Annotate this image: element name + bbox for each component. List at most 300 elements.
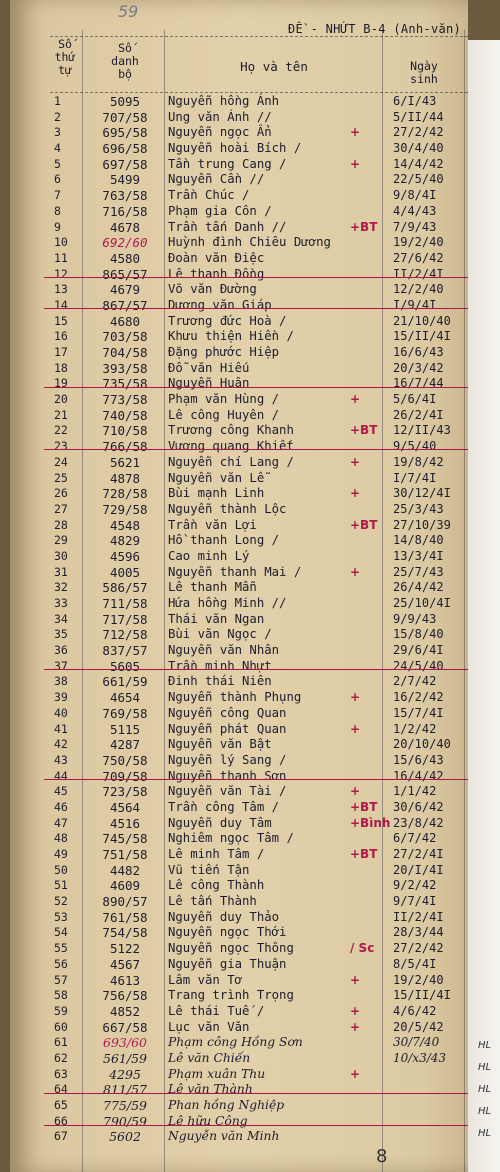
row-stt: 66 <box>54 1113 68 1128</box>
row-stt: 38 <box>54 674 68 689</box>
row-stt: 58 <box>54 988 68 1003</box>
row-dob: 7/9/43 <box>393 219 437 234</box>
row-name: Lê minh Tâm / <box>168 847 265 861</box>
row-name: Phạm công Hồng Sơn <box>168 1035 303 1050</box>
row-name: Cao minh Lý <box>168 548 250 563</box>
row-name: Nguyễn gia Thuận <box>168 956 287 971</box>
row-sdb: 790/59 <box>103 1113 147 1129</box>
row-note: +BT <box>350 517 378 532</box>
table-row <box>10 376 468 392</box>
row-dob: 27/2/42 <box>393 125 444 140</box>
row-stt: 62 <box>54 1050 68 1065</box>
row-sdb: 890/57 <box>102 894 148 910</box>
row-sdb: 4654 <box>109 690 141 706</box>
row-name: Trần minh Nhựt <box>168 658 272 673</box>
row-sdb: 711/58 <box>102 596 148 611</box>
header-sdb: Số danh bộ <box>111 41 139 81</box>
row-stt: 11 <box>54 250 68 265</box>
row-stt: 57 <box>54 972 68 987</box>
row-name: Nguyễn phát Quan <box>168 721 287 736</box>
row-stt: 27 <box>54 501 68 516</box>
table-row <box>10 172 468 188</box>
row-stt: 33 <box>54 596 68 610</box>
row-sdb: 756/58 <box>102 988 148 1004</box>
row-dob: 15/8/40 <box>393 627 444 642</box>
table-row <box>10 518 468 534</box>
table-row <box>10 1035 468 1051</box>
row-stt: 14 <box>54 297 68 312</box>
row-name: Nguyễn văn Nhân <box>168 643 280 658</box>
row-stt: 9 <box>54 219 61 234</box>
row-note: + <box>350 1066 361 1081</box>
row-name: Lê thanh Đồng <box>168 266 265 281</box>
row-dob: 26/2/4I <box>393 407 444 422</box>
row-stt: 4 <box>54 141 61 156</box>
fringe-mark: HL <box>478 1062 492 1073</box>
row-stt: 7 <box>54 188 61 203</box>
row-sdb: 775/59 <box>103 1098 147 1113</box>
row-dob: 29/6/4I <box>393 643 444 658</box>
row-sdb: 773/58 <box>102 392 148 408</box>
table-row <box>10 361 468 377</box>
table-row <box>10 408 468 424</box>
table-row <box>10 1020 468 1036</box>
row-dob: 16/2/42 <box>393 690 444 705</box>
row-name: Hứa hồng Minh // <box>168 596 287 610</box>
row-stt: 56 <box>54 956 68 971</box>
row-dob: 5/II/44 <box>393 109 444 124</box>
row-name: Đinh thái Niên <box>168 674 272 689</box>
row-name: Lâm văn Tơ <box>168 972 243 987</box>
row-name: Lê văn Chiến <box>168 1050 251 1065</box>
row-dob: 9/5/40 <box>393 439 437 454</box>
row-dob: 20/5/42 <box>393 1019 444 1034</box>
row-stt: 52 <box>54 894 68 909</box>
table-row <box>10 706 468 722</box>
fringe-mark: HL <box>478 1084 492 1095</box>
row-stt: 22 <box>54 423 68 438</box>
header-name: Họ và tên <box>240 59 308 74</box>
row-sdb: 763/58 <box>102 188 148 204</box>
row-name: Nguyễn thanh Mai / <box>168 564 302 579</box>
row-sdb: 4580 <box>109 250 141 266</box>
row-note: +BT <box>350 423 378 438</box>
table-row <box>10 471 468 487</box>
row-stt: 18 <box>54 360 68 375</box>
table-row <box>10 753 468 769</box>
row-stt: 64 <box>54 1082 68 1097</box>
row-sdb: 5602 <box>109 1129 141 1145</box>
table-row <box>10 125 468 141</box>
row-dob: 27/2/42 <box>393 941 444 956</box>
sheet-title: ĐỀ - NHỨT B-4 (Anh-văn) <box>288 22 462 36</box>
row-name: Đoàn văn Điệc <box>168 250 265 265</box>
row-sdb: 716/58 <box>102 203 148 219</box>
table-row <box>10 831 468 847</box>
row-name: Nguyễn Huân <box>168 376 250 391</box>
row-stt: 41 <box>54 721 68 736</box>
row-name: Nguyễn công Quan <box>168 705 287 720</box>
ledger-page <box>10 0 468 1172</box>
table-row <box>10 925 468 941</box>
row-stt: 48 <box>54 831 68 846</box>
fringe-mark: HL <box>478 1106 492 1117</box>
row-stt: 23 <box>54 439 68 454</box>
strike-through-line <box>44 779 468 780</box>
table-row <box>10 188 468 204</box>
row-sdb: 703/58 <box>102 329 148 345</box>
table-row <box>10 251 468 267</box>
row-sdb: 750/58 <box>102 752 148 768</box>
row-stt: 44 <box>54 768 68 783</box>
row-dob: 16/7/44 <box>393 376 444 391</box>
header-stt: Số thứ tự <box>54 37 76 77</box>
row-name: Tần trung Cang / <box>168 156 287 171</box>
row-dob: 20/3/42 <box>393 360 444 375</box>
row-sdb: 717/58 <box>102 611 148 627</box>
row-dob: 19/2/40 <box>393 972 444 987</box>
row-sdb: 4295 <box>109 1066 141 1082</box>
row-dob: 24/5/40 <box>393 658 444 673</box>
table-row <box>10 1082 468 1098</box>
table-row <box>10 957 468 973</box>
row-dob: 28/3/44 <box>393 925 444 940</box>
row-dob: 10/x3/43 <box>393 1050 447 1065</box>
row-stt: 17 <box>54 345 68 359</box>
table-row <box>10 423 468 439</box>
table-row <box>10 894 468 910</box>
row-dob: 14/4/42 <box>393 156 444 171</box>
table-row <box>10 455 468 471</box>
row-dob: 13/3/4I <box>393 548 444 563</box>
strike-through-line <box>44 449 468 450</box>
row-stt: 28 <box>54 517 68 532</box>
row-name: Nguyễn hồng Ánh <box>168 94 280 108</box>
row-sdb: 5499 <box>109 172 141 188</box>
row-dob: 12/II/43 <box>393 423 451 438</box>
header-bottom-rule <box>50 92 468 93</box>
student-list <box>10 94 468 1145</box>
row-dob: 9/9/43 <box>393 611 437 626</box>
row-stt: 16 <box>54 329 68 344</box>
row-stt: 45 <box>54 784 68 799</box>
table-row <box>10 141 468 157</box>
table-row <box>10 533 468 549</box>
table-row <box>10 941 468 957</box>
row-stt: 20 <box>54 392 68 407</box>
row-dob: 9/7/4I <box>393 894 437 909</box>
row-sdb: 667/58 <box>102 1019 148 1035</box>
row-name: Vương quang Khiết <box>168 439 294 454</box>
row-sdb: 696/58 <box>102 141 148 157</box>
row-sdb: 4596 <box>109 548 141 564</box>
row-dob: 15/II/4I <box>393 329 451 344</box>
strike-through-line <box>44 669 468 670</box>
row-name: Nguyễn hoài Bích / <box>168 141 302 156</box>
row-note: + <box>350 486 361 501</box>
row-name: Bùi văn Ngọc / <box>168 627 272 642</box>
header-top-rule <box>50 36 468 37</box>
table-row <box>10 1004 468 1020</box>
row-stt: 10 <box>54 235 68 250</box>
table-row <box>10 1129 468 1145</box>
row-name: Trương công Khanh <box>168 423 294 438</box>
table-row <box>10 110 468 126</box>
table-row <box>10 816 468 832</box>
row-sdb: 4516 <box>109 815 141 831</box>
row-name: Huỳnh đình Chiêu Dương <box>168 235 331 250</box>
row-name: Nguyễn chí Lang / <box>168 454 294 469</box>
row-name: Phạm gia Côn / <box>168 203 272 218</box>
table-row <box>10 282 468 298</box>
strike-through-line <box>44 308 468 309</box>
row-stt: 60 <box>54 1019 68 1034</box>
row-dob: I/9/4I <box>393 297 437 312</box>
row-dob: 23/8/42 <box>393 815 444 830</box>
table-row <box>10 345 468 361</box>
row-dob: 4/6/42 <box>393 1003 437 1018</box>
table-row <box>10 267 468 283</box>
table-row <box>10 298 468 314</box>
row-name: Phạm văn Hùng / <box>168 392 280 407</box>
row-stt: 42 <box>54 737 68 752</box>
row-name: Trang trình Trọng <box>168 988 294 1003</box>
table-row <box>10 800 468 816</box>
table-row <box>10 973 468 989</box>
fringe-mark: HL <box>478 1128 492 1139</box>
row-stt: 8 <box>54 203 61 218</box>
row-dob: 20/10/40 <box>393 737 451 752</box>
row-sdb: 4567 <box>109 956 141 972</box>
row-name: Đặng phước Hiệp <box>168 345 280 359</box>
row-stt: 29 <box>54 533 68 548</box>
row-dob: 1/2/42 <box>393 721 437 736</box>
row-sdb: 661/59 <box>102 674 148 690</box>
table-row <box>10 863 468 879</box>
row-stt: 1 <box>54 94 61 108</box>
row-stt: 2 <box>54 109 61 124</box>
row-stt: 13 <box>54 282 68 297</box>
folio-number: 59 <box>118 2 139 21</box>
row-dob: II/2/4I <box>393 266 444 281</box>
footer-mark: 8 <box>376 1146 388 1167</box>
row-name: Nguyễn duy Thảo <box>168 909 280 924</box>
row-name: Lê thái Tuế / <box>168 1003 265 1018</box>
table-row <box>10 784 468 800</box>
row-sdb: 712/58 <box>102 627 148 643</box>
row-stt: 46 <box>54 799 68 814</box>
row-name: Hồ thanh Long / <box>168 533 280 548</box>
row-name: Lê thanh Mẫn <box>168 580 257 595</box>
row-stt: 35 <box>54 627 68 642</box>
header-dob: Ngày sinh <box>410 59 438 86</box>
table-row <box>10 737 468 753</box>
row-sdb: 4005 <box>109 564 141 580</box>
row-name: Trương đức Hoà / <box>168 313 287 328</box>
row-stt: 24 <box>54 454 68 469</box>
row-name: Trần tấn Danh // <box>168 219 287 234</box>
row-stt: 34 <box>54 611 68 626</box>
row-sdb: 837/57 <box>102 643 148 659</box>
row-sdb: 709/58 <box>102 768 148 784</box>
row-name: Nguyễn Cần // <box>168 172 265 187</box>
row-dob: 20/I/4I <box>393 862 444 877</box>
row-name: Lục văn Văn <box>168 1019 250 1034</box>
row-sdb: 5095 <box>109 94 141 109</box>
row-sdb: 745/58 <box>102 831 148 847</box>
table-row <box>10 690 468 706</box>
row-sdb: 4609 <box>109 878 141 894</box>
row-name: Nguyễn văn Minh <box>168 1129 280 1144</box>
row-dob: 25/10/4I <box>393 596 451 610</box>
row-stt: 47 <box>54 815 68 830</box>
row-sdb: 723/58 <box>102 784 148 800</box>
table-row <box>10 549 468 565</box>
row-stt: 37 <box>54 658 68 673</box>
row-dob: 25/3/43 <box>393 501 444 516</box>
row-dob: 30/12/4I <box>393 486 451 501</box>
row-sdb: 754/58 <box>102 925 148 941</box>
row-dob: I/7/4I <box>393 470 437 485</box>
row-stt: 30 <box>54 548 68 563</box>
row-name: Nguyễn thành Phụng <box>168 690 302 705</box>
row-dob: 5/6/4I <box>393 392 437 407</box>
row-name: Nguyễn văn Lễ <box>168 470 265 485</box>
row-note: + <box>350 125 361 140</box>
row-stt: 43 <box>54 752 68 767</box>
strike-through-line <box>44 277 468 278</box>
table-row <box>10 1051 468 1067</box>
row-sdb: 710/58 <box>102 423 148 439</box>
row-note: + <box>350 564 361 579</box>
row-dob: 9/2/42 <box>393 878 437 893</box>
row-sdb: 751/58 <box>102 847 148 862</box>
row-note: + <box>350 454 361 469</box>
row-name: Nguyễn thanh Sơn <box>168 768 287 783</box>
table-row <box>10 769 468 785</box>
strike-through-line <box>44 1125 468 1126</box>
table-row <box>10 580 468 596</box>
row-dob: 8/5/4I <box>393 956 437 971</box>
row-stt: 39 <box>54 690 68 705</box>
row-stt: 21 <box>54 407 68 422</box>
row-dob: 15/7/4I <box>393 705 444 720</box>
row-dob: 15/II/4I <box>393 988 451 1003</box>
row-name: Lê hữu Công <box>168 1113 248 1128</box>
row-stt: 36 <box>54 643 68 658</box>
table-row <box>10 659 468 675</box>
row-sdb: 728/58 <box>102 486 148 502</box>
row-sdb: 769/58 <box>102 705 148 721</box>
row-name: Đỗ văn Hiếu <box>168 360 250 375</box>
row-stt: 53 <box>54 909 68 924</box>
row-name: Trần công Tâm / <box>168 799 280 814</box>
row-sdb: 811/57 <box>103 1082 147 1098</box>
row-name: Lê công Thành <box>168 878 265 893</box>
row-note: +Bình <box>350 815 391 830</box>
row-dob: 26/4/42 <box>393 580 444 595</box>
table-row <box>10 235 468 251</box>
row-stt: 40 <box>54 705 68 720</box>
row-sdb: 766/58 <box>102 439 148 455</box>
row-dob: 15/6/43 <box>393 752 444 767</box>
row-dob: 16/4/42 <box>393 768 444 783</box>
row-sdb: 393/58 <box>102 360 148 376</box>
row-note: + <box>350 1019 361 1034</box>
row-sdb: 695/58 <box>102 125 148 141</box>
strike-through-line <box>44 1093 468 1094</box>
row-dob: 6/7/42 <box>393 831 437 846</box>
row-name: Dương văn Giáp <box>168 297 272 312</box>
table-row <box>10 565 468 581</box>
table-row <box>10 392 468 408</box>
row-name: Lê văn Thành <box>168 1082 253 1097</box>
row-name: Lê công Huyên / <box>168 407 280 422</box>
row-stt: 50 <box>54 862 68 877</box>
table-row <box>10 204 468 220</box>
row-dob: 22/5/40 <box>393 172 444 187</box>
row-sdb: 4482 <box>109 862 141 878</box>
row-note: + <box>350 1003 361 1018</box>
row-note: + <box>350 784 361 799</box>
table-row <box>10 910 468 926</box>
row-stt: 65 <box>54 1098 68 1112</box>
row-sdb: 704/58 <box>102 345 148 360</box>
row-name: Nguyễn ngọc Ẩn <box>168 125 272 140</box>
table-row <box>10 643 468 659</box>
row-dob: 2/7/42 <box>393 674 437 689</box>
row-stt: 61 <box>54 1035 68 1050</box>
table-row <box>10 439 468 455</box>
table-row <box>10 486 468 502</box>
table-row <box>10 314 468 330</box>
row-sdb: 561/59 <box>103 1050 147 1066</box>
row-sdb: 735/58 <box>102 376 148 392</box>
row-name: Võ văn Đường <box>168 282 257 297</box>
row-stt: 3 <box>54 125 61 140</box>
row-dob: II/2/4I <box>393 909 444 924</box>
row-sdb: 4287 <box>109 737 141 753</box>
row-dob: 16/6/43 <box>393 345 444 359</box>
row-dob: 19/2/40 <box>393 235 444 250</box>
row-dob: 9/8/4I <box>393 188 437 203</box>
table-row <box>10 1098 468 1114</box>
row-stt: 49 <box>54 847 68 861</box>
row-sdb: 4613 <box>109 972 141 988</box>
row-dob: 30/7/40 <box>393 1035 440 1050</box>
row-sdb: 5605 <box>109 658 141 674</box>
table-row <box>10 722 468 738</box>
row-stt: 31 <box>54 564 68 579</box>
row-name: Nguyễn ngọc Thới <box>168 925 287 940</box>
row-note: +BT <box>350 219 378 234</box>
row-stt: 55 <box>54 941 68 956</box>
row-sdb: 692/60 <box>102 235 148 251</box>
row-stt: 54 <box>54 925 68 940</box>
row-name: Nguyễn ngọc Thông <box>168 941 294 956</box>
row-name: Phạm xuân Thu <box>168 1066 266 1081</box>
table-row <box>10 674 468 690</box>
row-sdb: 867/57 <box>102 297 148 313</box>
row-name: Nghiêm ngọc Tâm / <box>168 831 294 846</box>
row-sdb: 4564 <box>109 799 141 815</box>
table-row <box>10 847 468 863</box>
row-sdb: 707/58 <box>102 109 148 125</box>
row-sdb: 4679 <box>109 282 141 298</box>
row-sdb: 4548 <box>109 517 141 533</box>
row-stt: 26 <box>54 486 68 501</box>
row-note: + <box>350 972 361 987</box>
